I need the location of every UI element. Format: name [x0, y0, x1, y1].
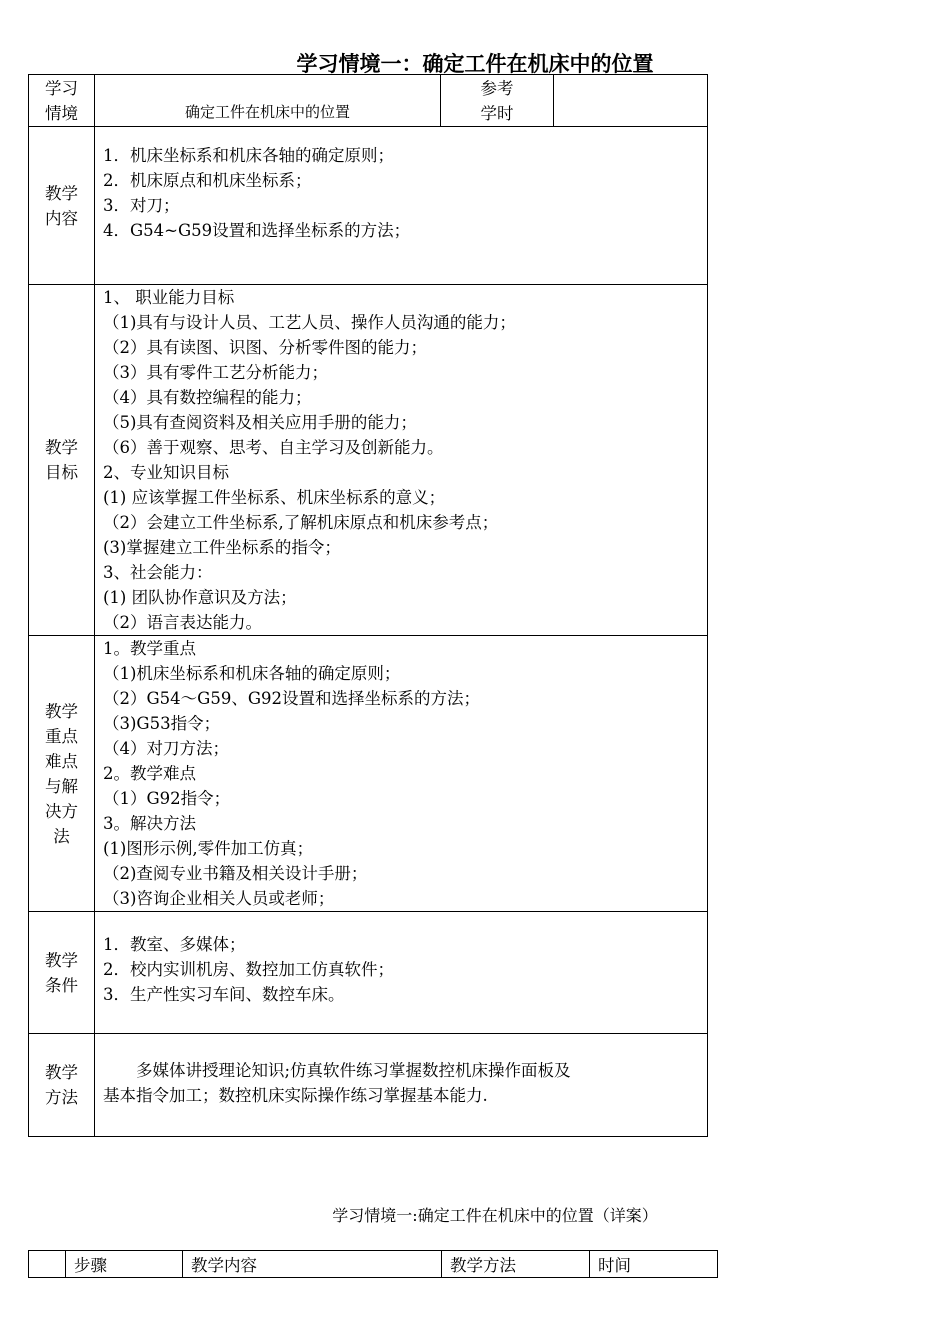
- content-line: (3)掌握建立工件坐标系的指令；: [103, 538, 341, 557]
- content-line: 4．G54~G59设置和选择坐标系的方法；: [103, 221, 411, 240]
- label-line: 教学: [45, 1063, 78, 1082]
- content-line: （1)机床坐标系和机床各轴的确定原则；: [103, 664, 401, 683]
- content-line: （3)咨询企业相关人员或老师；: [103, 889, 335, 908]
- section-row-content: [29, 127, 708, 285]
- label-cell-key-points: [29, 636, 95, 912]
- content-line: （3)G53指令；: [103, 714, 221, 733]
- steps-header-content: 教学内容: [183, 1251, 442, 1278]
- label-line: 情境: [45, 103, 78, 123]
- steps-header-time: 时间: [590, 1251, 718, 1278]
- content-line: 2．校内实训机房、数控加工仿真软件；: [103, 960, 394, 979]
- label-line: 学时: [480, 103, 514, 123]
- label-line: 难点: [45, 751, 78, 771]
- content-line: （4）具有数控编程的能力；: [103, 388, 312, 407]
- section-row-objectives: [29, 285, 708, 636]
- content-line: 基本指令加工；数控机床实际操作练习掌握基本能力.: [103, 1086, 488, 1105]
- content-line: 2。教学难点: [103, 764, 196, 783]
- detailed-plan-subtitle: 学习情境一:确定工件在机床中的位置（详案）: [332, 1206, 658, 1225]
- content-line: （2）会建立工件坐标系,了解机床原点和机床参考点；: [103, 513, 499, 532]
- section-methods-text: [95, 1034, 708, 1137]
- content-line: （3）具有零件工艺分析能力；: [103, 363, 328, 382]
- label-line: 条件: [45, 975, 78, 995]
- section-conditions-text: [95, 912, 708, 1034]
- label-cell-ref-hours: [441, 75, 554, 127]
- header-row: [29, 75, 708, 127]
- content-line: 1．教室、多媒体；: [103, 935, 246, 954]
- content-line: （6）善于观察、思考、自主学习及创新能力。: [103, 438, 444, 457]
- steps-header-step: 步骤: [66, 1251, 183, 1278]
- content-line: (1)图形示例,零件加工仿真；: [103, 839, 314, 858]
- steps-header-row: [29, 1251, 718, 1278]
- content-line: 3．生产性实习车间、数控车床。: [103, 985, 345, 1004]
- section-row-key-points: [29, 636, 708, 912]
- content-line: （2)查阅专业书籍及相关设计手册；: [103, 864, 368, 883]
- section-objectives-text: [95, 285, 708, 636]
- content-line: 3。解决方法: [103, 814, 196, 833]
- label-cell-objectives: [29, 285, 95, 636]
- content-line: （1）G92指令；: [103, 789, 231, 808]
- label-line: 教学: [45, 701, 78, 721]
- label-line: 法: [53, 826, 70, 846]
- content-line: （2）语言表达能力。: [103, 613, 262, 632]
- content-line: 1．机床坐标系和机床各轴的确定原则；: [103, 146, 394, 165]
- section-row-conditions: [29, 912, 708, 1034]
- label-cell-content: [29, 127, 95, 285]
- label-line: 学习: [45, 78, 78, 98]
- section-row-methods: [29, 1034, 708, 1137]
- content-line: 多媒体讲授理论知识;仿真软件练习掌握数控机床操作面板及: [103, 1061, 571, 1080]
- content-line: （1)具有与设计人员、工艺人员、操作人员沟通的能力；: [103, 313, 516, 332]
- label-cell-situation: [29, 75, 95, 127]
- label-line: 与解: [45, 776, 78, 796]
- section-key-points-text: [95, 636, 708, 912]
- document-title: 学习情境一：确定工件在机床中的位置: [296, 52, 654, 76]
- label-line: 内容: [45, 208, 78, 228]
- label-cell-methods: [29, 1034, 95, 1137]
- content-line: (1) 应该掌握工件坐标系、机床坐标系的意义；: [103, 488, 446, 507]
- ref-hours-value: [554, 75, 708, 127]
- label-line: 目标: [45, 463, 78, 482]
- content-line: 2．机床原点和机床坐标系；: [103, 171, 312, 190]
- label-line: 教学: [45, 438, 78, 457]
- content-line: 2、专业知识目标: [103, 463, 229, 482]
- label-line: 教学: [45, 183, 78, 203]
- content-line: 1、 职业能力目标: [103, 288, 235, 307]
- steps-header-blank: [29, 1251, 66, 1278]
- label-cell-conditions: [29, 912, 95, 1034]
- content-line: （4）对刀方法；: [103, 739, 229, 758]
- label-line: 决方: [45, 801, 78, 821]
- steps-header-method: 教学方法: [442, 1251, 590, 1278]
- content-line: （2）G54～G59、G92设置和选择坐标系的方法；: [103, 689, 481, 708]
- label-line: 重点: [45, 726, 78, 746]
- content-line: （5)具有查阅资料及相关应用手册的能力；: [103, 413, 417, 432]
- content-line: 3．对刀；: [103, 196, 180, 215]
- label-line: 方法: [45, 1088, 78, 1107]
- steps-table: [28, 1250, 718, 1278]
- situation-value: 确定工件在机床中的位置: [95, 75, 441, 127]
- label-line: 参考: [480, 78, 514, 98]
- content-line: （2）具有读图、识图、分析零件图的能力；: [103, 338, 427, 357]
- label-line: 教学: [45, 950, 78, 970]
- lesson-plan-table: [28, 74, 708, 1137]
- content-line: 3、社会能力：: [103, 563, 213, 582]
- content-line: (1) 团队协作意识及方法；: [103, 588, 297, 607]
- content-line: 1。教学重点: [103, 639, 196, 658]
- section-content-text: [95, 127, 708, 285]
